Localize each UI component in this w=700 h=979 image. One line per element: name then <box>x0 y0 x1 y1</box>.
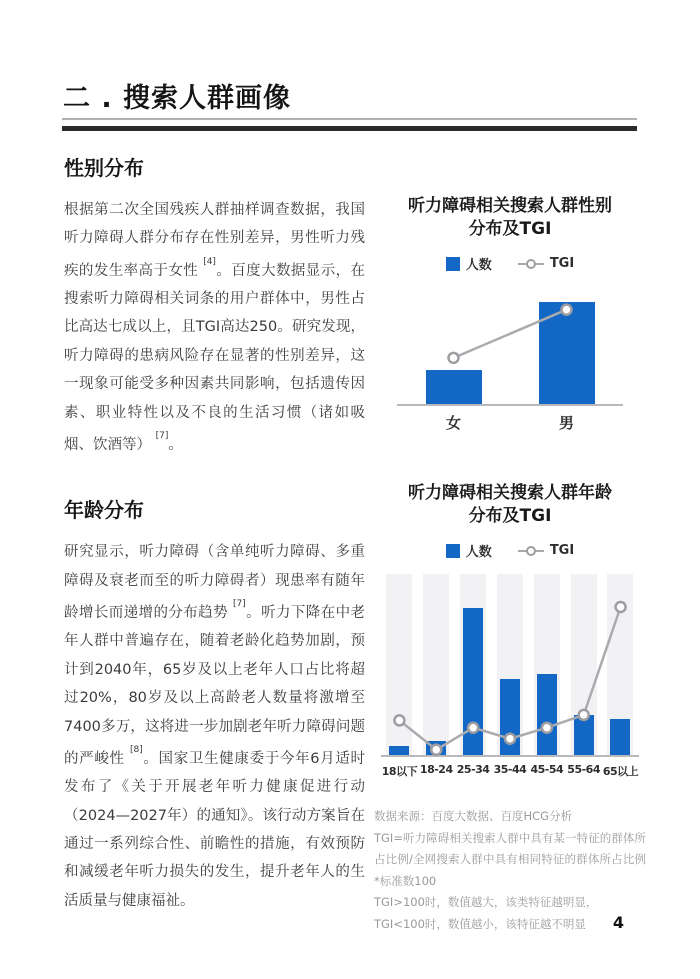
bar-45-54 <box>537 674 557 755</box>
chart-column-65以上 <box>602 574 639 755</box>
chart-column-男 <box>510 294 623 404</box>
x-label-45-54: 45-54 <box>530 763 564 776</box>
bar-legend-label: 人数 <box>465 258 492 273</box>
age-chart-legend <box>374 541 646 560</box>
bar-18以下 <box>389 746 409 755</box>
x-label-55-64: 55-64 <box>567 763 600 776</box>
legend-item-bar <box>446 254 492 273</box>
chart-column-18-24 <box>418 574 455 755</box>
gender-chart-title-line2: 分布及TGI <box>468 219 552 239</box>
x-label-男: 男 <box>558 414 574 432</box>
gender-chart-legend <box>374 254 646 273</box>
tgi-legend-label: TGI <box>549 543 575 558</box>
chart-column-35-44 <box>492 574 529 755</box>
heading-rule-thick <box>62 126 637 131</box>
age-chart-xlabels <box>381 763 639 779</box>
legend-item-tgi <box>518 543 574 558</box>
x-label-18-24: 18-24 <box>419 763 453 776</box>
bar-65以上 <box>610 719 630 755</box>
age-chart-plot <box>381 574 639 779</box>
bar-女 <box>426 370 482 404</box>
chart-column-25-34 <box>455 574 492 755</box>
chart-column-18以下 <box>381 574 418 755</box>
bar-18-24 <box>426 741 446 755</box>
page-title: 二 . 搜索人群画像 <box>63 83 292 114</box>
x-label-65以上: 65以上 <box>602 765 639 778</box>
legend-item-tgi <box>518 256 574 271</box>
gender-chart-card <box>374 195 646 433</box>
age-chart-title-line2: 分布及TGI <box>468 506 552 526</box>
age-chart-title <box>374 482 646 528</box>
gender-chart-plot-area <box>397 294 623 406</box>
bar-35-44 <box>500 679 520 755</box>
chart-column-45-54 <box>528 574 565 755</box>
heading-rule-thin <box>62 118 637 120</box>
chart-column-55-64 <box>565 574 602 755</box>
page-number: 4 <box>612 913 624 932</box>
gender-chart-plot <box>397 294 623 433</box>
tgi-legend-marker-icon <box>518 546 544 556</box>
footnote-line: TGI<100时，数值越小，该特征越不明显 <box>374 916 586 931</box>
age-chart-plot-area <box>381 574 639 757</box>
x-label-18以下: 18以下 <box>381 765 418 778</box>
column-track <box>386 574 412 755</box>
chart-footnotes <box>374 806 646 935</box>
x-label-女: 女 <box>445 414 461 432</box>
gender-section-paragraph: 根据第二次全国残疾人群抽样调查数据，我国听力障碍人群分布存在性别差异，男性听力残疾的发生率高于女性 [4]。百度大数据显示，在搜索听力障碍相关词条的用户群体中，男性占比高达七成以上，且TGI高达250。研究发现，听力障碍的患病风险存在显著的性别差异，这一现象可能受多种因素共同影响，包括遗传因素、职业特性以及不良的生活习惯（诸如吸烟、饮酒等） [7]。 <box>64 202 366 453</box>
age-chart-title-line1: 听力障碍相关搜索人群年龄 <box>408 483 612 503</box>
bar-25-34 <box>463 608 483 755</box>
gender-chart-title-line1: 听力障碍相关搜索人群性别 <box>408 196 612 216</box>
age-chart-card <box>374 482 646 935</box>
footnote-line: TGI>100时，数值越大，该类特征越明显， <box>374 895 598 909</box>
bar-55-64 <box>574 715 594 755</box>
bar-legend-swatch <box>446 544 460 558</box>
tgi-legend-marker-icon <box>518 259 544 269</box>
age-section-heading: 年龄分布 <box>64 498 144 523</box>
footnote-line: 数据来源：百度大数据、百度HCG分析 <box>374 809 573 823</box>
chart-column-女 <box>397 294 510 404</box>
bar-legend-swatch <box>446 257 460 271</box>
bar-男 <box>539 302 595 404</box>
bar-legend-label: 人数 <box>465 545 492 560</box>
age-section-paragraph: 研究显示，听力障碍（含单纯听力障碍、多重障碍及衰老而至的听力障碍者）现患率有随年龄增长而递增的分布趋势 [7]。听力下降在中老年人群中普遍存在，随着老龄化趋势加剧，预计到2040年，65岁及以上老年人口占比将超过20%，80岁及以上高龄老人数量将激增至7400多万，这将进一步加剧老年听力障碍问题的严峻性 [8]。国家卫生健康委于今年6月适时发布了《关于开展老年听力健康促进行动（2024—2027年）的通知》。该行动方案旨在通过一系列综合性、前瞻性的措施，有效预防和减缓老年听力损失的发生，提升老年人的生活质量与健康福祉。 <box>64 544 366 909</box>
text-column <box>64 152 365 915</box>
column-track <box>423 574 449 755</box>
legend-item-bar <box>446 541 492 560</box>
gender-section-heading: 性别分布 <box>64 156 144 180</box>
gender-chart-title <box>374 195 646 241</box>
footnote-line: TGI=听力障碍相关搜索人群中具有某一特征的群体所占比例/全网搜索人群中具有相同特征的群体所占比例*标准数100 <box>374 830 646 888</box>
x-label-25-34: 25-34 <box>456 763 490 776</box>
x-label-35-44: 35-44 <box>493 763 527 776</box>
gender-chart-xlabels <box>397 412 623 433</box>
chart-column <box>374 195 646 935</box>
tgi-legend-label: TGI <box>549 256 575 271</box>
